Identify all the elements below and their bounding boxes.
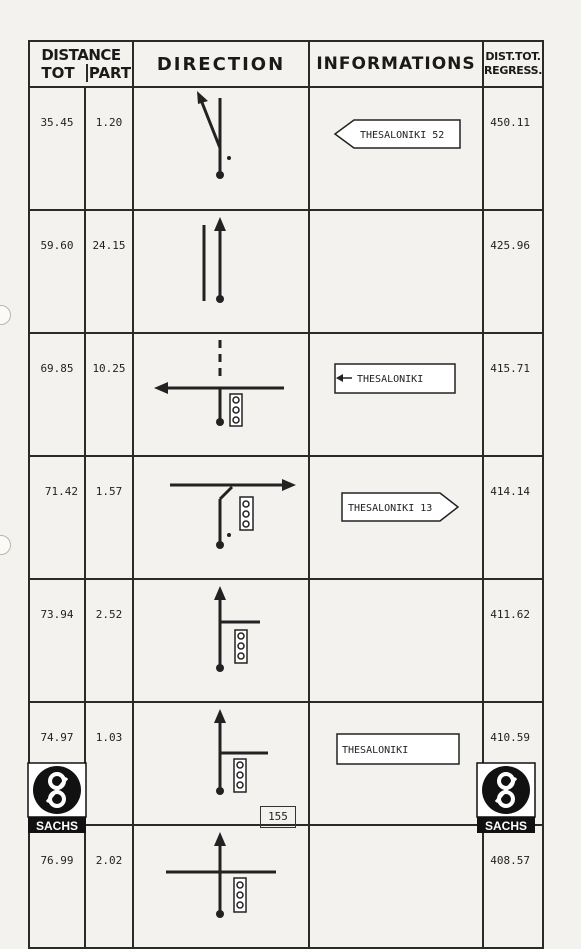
distance-label: DISTANCE [41,46,121,64]
sign-right-arrow [310,457,484,550]
info-cell [309,87,483,210]
table-row [29,333,543,456]
tot-cell: 73.94 [29,579,85,702]
direction-cell [133,456,309,579]
sign-left-arrow [310,88,484,181]
informations-header: INFORMATIONS [309,41,483,87]
direction-cell [133,579,309,702]
info-cell [309,210,483,333]
table-row [29,87,543,210]
part-cell: 1.20 [85,87,133,210]
logo-text: SACHS [35,819,79,833]
info-cell [309,702,483,825]
tot-cell: 76.99 [29,825,85,948]
punch-hole [0,535,11,555]
tulip-diagram [134,211,310,304]
direction-cell [133,210,309,333]
info-cell [309,825,483,948]
regress-cell: 414.14 [483,456,543,579]
regress-cell: 415.71 [483,333,543,456]
table-row [29,825,543,948]
logo-text: SACHS [484,819,528,833]
tot-label: TOT [41,64,75,82]
tulip-diagram [134,580,310,673]
tot-cell: 35.45 [29,87,85,210]
regress-cell: 425.96 [483,210,543,333]
regress-cell: 411.62 [483,579,543,702]
part-cell: 2.52 [85,579,133,702]
regress-label-2: REGRESS. [484,64,543,77]
header-row [29,41,543,87]
tot-cell: 71.42 [29,456,85,579]
regress-header [483,41,543,87]
tot-cell: 59.60 [29,210,85,333]
info-cell [309,579,483,702]
part-cell: 1.57 [85,456,133,579]
tulip-diagram [134,334,310,427]
direction-header: DIRECTION [133,41,309,87]
sign-text: THESALONIKI [342,745,409,756]
table-row [29,456,543,579]
sachs-logo-right [476,762,536,834]
direction-cell [133,825,309,948]
sign-text: THESALONIKI [357,374,424,385]
sign-plain [310,703,484,796]
part-cell: 24.15 [85,210,133,333]
tot-cell: 74.97 [29,702,85,825]
sign-text: THESALONIKI 52 [360,130,445,141]
tulip-diagram [134,457,310,550]
regress-cell: 450.11 [483,87,543,210]
sign-text: THESALONIKI 13 [348,503,433,514]
info-cell [309,333,483,456]
sachs-emblem [27,762,87,834]
sign-plain [310,334,484,427]
part-cell: 2.02 [85,825,133,948]
table-row [29,579,543,702]
info-cell [309,456,483,579]
tulip-diagram [134,88,310,181]
regress-label-1: DIST.TOT. [485,50,541,63]
part-cell: 1.03 [85,702,133,825]
direction-cell [133,333,309,456]
page-number: 155 [260,806,296,828]
tulip-diagram [134,826,310,919]
tulip-diagram [134,703,310,796]
table-row [29,210,543,333]
sachs-logo-left [27,762,87,834]
regress-cell: 410.59 [483,702,543,825]
tot-cell: 69.85 [29,333,85,456]
punch-hole [0,305,11,325]
sachs-emblem [476,762,536,834]
part-label: PART [86,64,132,82]
part-cell: 10.25 [85,333,133,456]
regress-cell: 408.57 [483,825,543,948]
direction-cell [133,87,309,210]
distance-header [29,41,133,87]
